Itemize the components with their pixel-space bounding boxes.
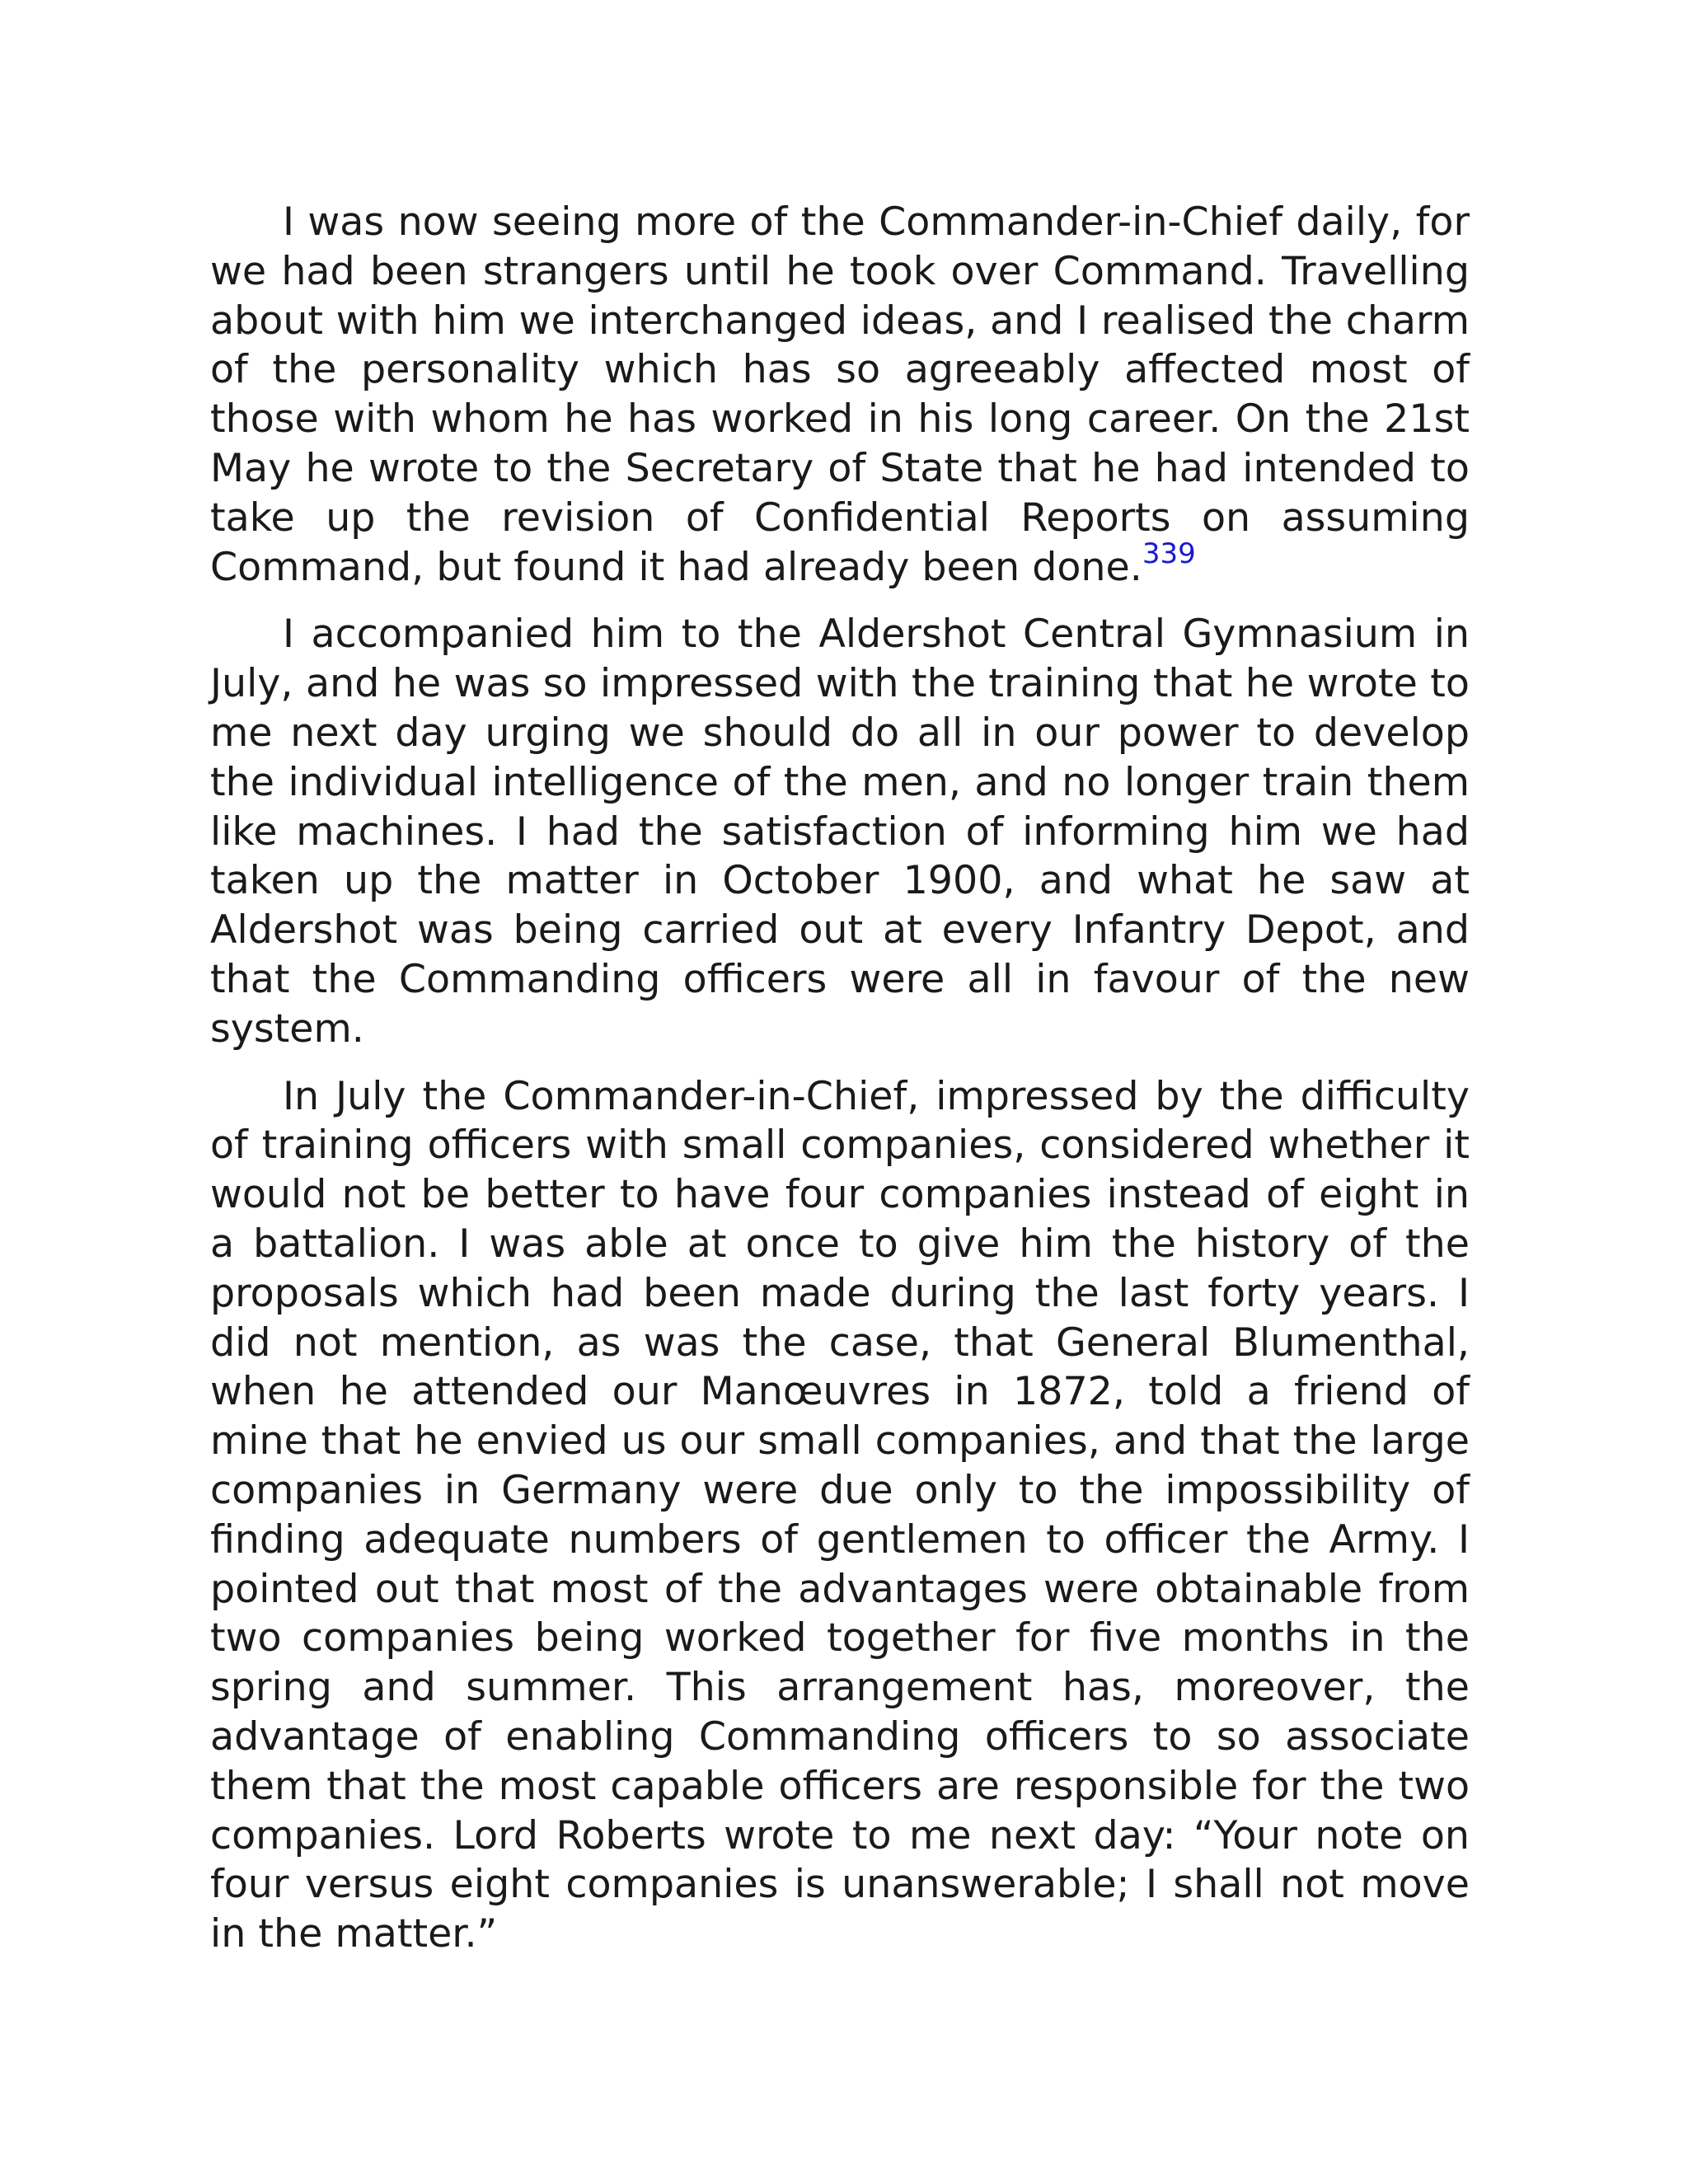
paragraph-text: I was now seeing more of the Commander-in-Chief daily, for we had been strangers until he took over Command. Travelling about with him we interchanged ideas, and I realised the charm of the personality which has so agreeably affected most of those with whom he has worked in his long career. On the 21st May he wrote to the Secretary of State that he had intended to take up the revision of Confidential Reports on assuming Command, but found it had already been done. <box>210 199 1470 590</box>
paragraph-text: I accompanied him to the Aldershot Central Gymnasium in July, and he was so impressed with the training that he wrote to me next day urging we should do all in our power to develop the individual intelligence of the men, and no longer train them like machines. I had the satisfaction of informing him we had taken up the matter in October 1900, and what he saw at Aldershot was being carried out at every Infantry Depot, and that the Commanding officers were all in favour of the new system. <box>210 612 1470 1052</box>
paragraph-2 <box>210 610 1470 1053</box>
paragraph-3 <box>210 1072 1470 1959</box>
paragraph-text: In July the Commander-in-Chief, impressed by the difficulty of training officers with small companies, considered whether it would not be better to have four companies instead of eight in a battalion. I was able at once to give him the history of the proposals which had been made during the last forty years. I did not mention, as was the case, that General Blumenthal, when he attended our Manœuvres in 1872, told a friend of mine that he envied us our small companies, and that the large companies in Germany were due only to the impossibility of finding adequate numbers of gentlemen to officer the Army. I pointed out that most of the advantages were obtainable from two companies being worked together for five months in the spring and summer. This arrangement has, moreover, the advantage of enabling Commanding officers to so associate them that the most capable officers are responsible for the two companies. Lord Roberts wrote to me next day: “Your note on four versus eight companies is unanswerable; I shall not move in the matter.” <box>210 1073 1470 1957</box>
document-body <box>210 198 1470 1977</box>
paragraph-1 <box>210 198 1470 592</box>
footnote-ref-339[interactable]: 339 <box>1142 537 1196 570</box>
